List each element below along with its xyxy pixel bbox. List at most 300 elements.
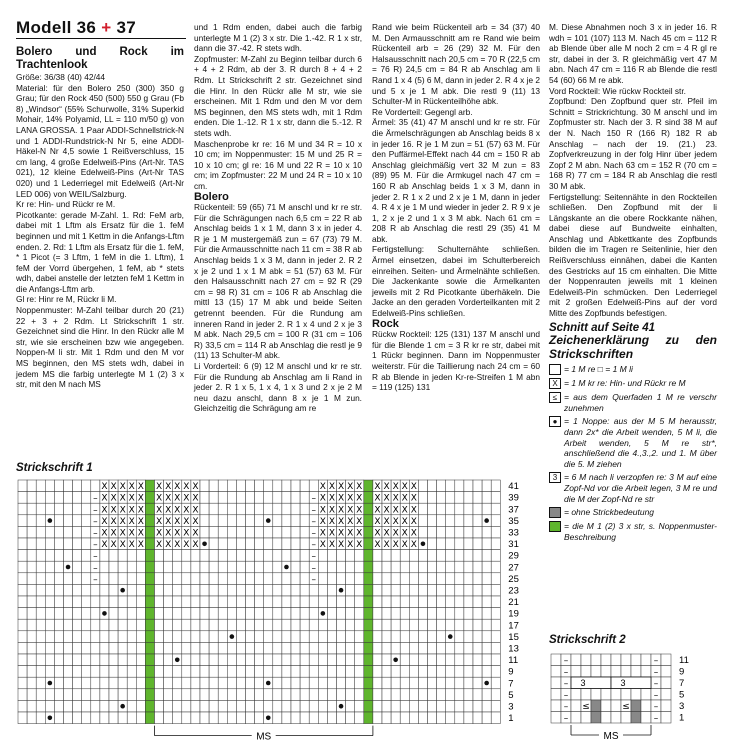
chart-cell — [173, 642, 182, 654]
chart-cell — [54, 608, 63, 620]
chart-cell — [246, 503, 255, 515]
row-number-label: 35 — [508, 515, 519, 527]
chart-cell — [373, 584, 382, 596]
purl-mark: – — [311, 528, 316, 539]
chart-cell — [200, 550, 209, 562]
chart-cell — [200, 561, 209, 573]
chart-cell — [54, 712, 63, 724]
chart-cell — [318, 700, 327, 712]
chart-cell — [318, 550, 327, 562]
chart-cell — [236, 526, 245, 538]
chart-cell — [291, 584, 300, 596]
chart-cell — [100, 666, 109, 678]
chart-cell — [473, 503, 482, 515]
chart-cell — [473, 538, 482, 550]
chart-cell — [282, 584, 291, 596]
chart-cell — [73, 480, 82, 492]
chart-cell — [473, 584, 482, 596]
chart-cell — [364, 712, 373, 724]
legend-symbol-icon — [549, 521, 561, 532]
chart-cell — [464, 700, 473, 712]
chart-cell — [282, 677, 291, 689]
chart-cell — [18, 677, 27, 689]
chart-cell — [109, 631, 118, 643]
chart-cell — [428, 677, 437, 689]
bobble-mark — [393, 658, 398, 663]
chart-cell — [455, 642, 464, 654]
chart-cell — [364, 619, 373, 631]
knit-tbl-mark: X — [137, 505, 144, 516]
chart-cell — [145, 712, 154, 724]
chart-cell — [91, 700, 100, 712]
knit-tbl-mark: X — [392, 528, 399, 539]
chart-cell — [373, 619, 382, 631]
chart-cell — [482, 700, 491, 712]
chart-cell — [300, 503, 309, 515]
chart-cell — [418, 608, 427, 620]
bobble-mark — [48, 681, 53, 686]
row-number-label: 1 — [679, 712, 685, 724]
chart-cell — [164, 677, 173, 689]
row-number-label: 9 — [508, 666, 514, 678]
chart-cell — [191, 550, 200, 562]
chart-cell — [418, 700, 427, 712]
chart-cell — [54, 677, 63, 689]
chart-cell — [337, 712, 346, 724]
chart-cell — [255, 642, 264, 654]
chart-cell — [551, 666, 561, 678]
chart-cell — [82, 631, 91, 643]
chart-cell — [191, 642, 200, 654]
chart-cell — [661, 712, 671, 724]
chart-cell — [155, 666, 164, 678]
chart-cell — [227, 666, 236, 678]
chart-cell — [346, 561, 355, 573]
cable-symbol-icon — [571, 677, 611, 689]
chart-cell — [227, 712, 236, 724]
chart-cell — [54, 526, 63, 538]
chart-cell — [418, 712, 427, 724]
chart-cell — [300, 480, 309, 492]
chart-cell — [64, 666, 73, 678]
chart-cell — [209, 666, 218, 678]
chart-cell — [255, 689, 264, 701]
chart-cell — [391, 584, 400, 596]
knit-tbl-mark: X — [374, 516, 381, 527]
knit-tbl-mark: X — [401, 493, 408, 504]
chart-cell — [551, 712, 561, 724]
chart-cell — [164, 642, 173, 654]
chart-cell — [27, 573, 36, 585]
chart-cell — [601, 700, 611, 712]
purl-mark: – — [653, 713, 659, 724]
chart-cell — [54, 573, 63, 585]
knit-tbl-mark: X — [347, 505, 354, 516]
chart-cell — [273, 584, 282, 596]
chart-cell — [300, 642, 309, 654]
chart-cell — [455, 677, 464, 689]
chart-cell — [382, 654, 391, 666]
chart-cell — [273, 596, 282, 608]
chart-cell — [45, 631, 54, 643]
chart-cell — [45, 550, 54, 562]
chart-cell — [291, 492, 300, 504]
chart-cell — [309, 689, 318, 701]
chart-cell — [327, 654, 336, 666]
chart-cell — [400, 561, 409, 573]
chart-cell — [611, 700, 621, 712]
chart-cell — [218, 666, 227, 678]
chart-cell — [641, 689, 651, 701]
chart-cell — [437, 561, 446, 573]
chart-cell — [100, 642, 109, 654]
chart-cell — [491, 538, 500, 550]
chart-cell — [236, 596, 245, 608]
chart-cell — [100, 561, 109, 573]
rueckw-rockteil-text: Rückw Rockteil: 125 (131) 137 M anschl und für die Blende 1 cm = 3 R kr re str, dabei mit 1 Rückr beginnen. Dann im Noppenmuster weiterstr. Für die Taillierung nach 24 cm = 60 R ab Blende in jeden Kr-re-Streifen 1 M abn = 119 (125) 131 — [372, 329, 540, 393]
chart-cell — [282, 526, 291, 538]
chart-cell — [491, 700, 500, 712]
chart-cell — [409, 573, 418, 585]
chart-cell — [446, 561, 455, 573]
chart-cell — [118, 573, 127, 585]
chart-cell — [621, 689, 631, 701]
chart-cell — [482, 619, 491, 631]
chart-cell — [200, 584, 209, 596]
purl-mark: – — [653, 690, 659, 701]
chart-cell — [136, 642, 145, 654]
chart-cell — [491, 561, 500, 573]
chart-cell — [264, 538, 273, 550]
chart-cell — [418, 631, 427, 643]
chart-cell — [300, 677, 309, 689]
bobble-mark — [484, 681, 489, 686]
chart-cell — [136, 677, 145, 689]
chart-cell — [327, 561, 336, 573]
purl-mark: – — [311, 551, 316, 562]
chart-cell — [155, 700, 164, 712]
chart-cell — [45, 526, 54, 538]
chart-cell — [18, 573, 27, 585]
chart-cell — [182, 619, 191, 631]
chart-cell — [82, 515, 91, 527]
chart-cell — [255, 619, 264, 631]
chart-cell — [437, 666, 446, 678]
knit-tbl-mark: X — [128, 505, 135, 516]
chart-cell — [409, 596, 418, 608]
knit-tbl-mark: X — [337, 540, 345, 551]
chart-cell — [91, 642, 100, 654]
chart-cell — [418, 642, 427, 654]
chart-cell — [327, 666, 336, 678]
chart-cell — [327, 642, 336, 654]
chart-cell — [409, 677, 418, 689]
fertigstellung-bolero-text: Fertigstellung: Schulternähte schließen. Ärmel einsetzen, dabei im Schulterbereich einreihen. Seiten- und Ärmelnähte schließen. Die Jackenkante sowie die Ärmelkanten jeweils mit 2 Rd Picotkante überhäkeln. Die Jacke an den geraden Vorderteilkanten mit 2 Edelweiß-Pins schließen. — [372, 244, 540, 319]
knit-tbl-mark: X — [328, 505, 336, 516]
knit-tbl-mark: X — [401, 505, 408, 516]
knit-tbl-mark: X — [155, 482, 163, 493]
knit-tbl-mark: X — [319, 505, 326, 516]
chart-cell — [337, 550, 346, 562]
chart-cell — [173, 573, 182, 585]
knit-tbl-mark: X — [174, 493, 181, 504]
chart-cell — [191, 677, 200, 689]
chart-cell — [18, 526, 27, 538]
chart-cell — [236, 608, 245, 620]
chart-cell — [64, 550, 73, 562]
chart-cell — [364, 666, 373, 678]
chart-cell — [173, 584, 182, 596]
knit-tbl-mark: X — [337, 528, 345, 539]
chart-cell — [109, 642, 118, 654]
chart-cell — [446, 642, 455, 654]
chart-cell — [64, 492, 73, 504]
chart-cell — [218, 631, 227, 643]
row-number-label: 13 — [508, 643, 519, 655]
chart-cell — [45, 596, 54, 608]
purl-mark: – — [93, 574, 98, 585]
chart-cell — [391, 596, 400, 608]
chart-cell — [428, 631, 437, 643]
chart-cell — [337, 619, 346, 631]
chart-cell — [318, 666, 327, 678]
chart-cell — [346, 596, 355, 608]
knit-tbl-mark: X — [101, 540, 108, 551]
chart-cell — [364, 654, 373, 666]
chart-cell — [100, 550, 109, 562]
chart-cell — [145, 492, 154, 504]
chart-cell — [473, 689, 482, 701]
chart-cell — [173, 550, 182, 562]
chart-cell — [300, 573, 309, 585]
chart-cell — [246, 480, 255, 492]
chart-cell — [200, 503, 209, 515]
chart-cell — [109, 677, 118, 689]
chart-cell — [64, 642, 73, 654]
chart-cell — [318, 596, 327, 608]
chart-cell — [118, 642, 127, 654]
chart-cell — [364, 538, 373, 550]
chart-cell — [209, 712, 218, 724]
fertigstellung-rock-text: Fertigstellung: Seitennähte in den Rockteilen schließen. Den Zopfbund mit der li Längskante an die obere Rockkante nähen, dabei diese auf Bundweite einhalten, Anschlag und Abkettkante des Zopfbunds bilden die im Tragen re Seitenlinie, hier den Reißverschluss einnähen, dabei die Kanten des Gestricks auf 15 cm einhalten. Die Mitte der Noppenrauten jeweils mit 1 kleinen Edelweiß-Pin schmücken. Den Lederriegel mit 2 großen Edelweiß-Pins auf der vord Mitte des Zopfbunds befestigen. — [549, 191, 717, 319]
chart-cell — [282, 550, 291, 562]
purl-mark: – — [563, 679, 569, 689]
chart-cell — [428, 492, 437, 504]
chart-cell — [473, 526, 482, 538]
legend-symbol-icon — [549, 364, 561, 375]
chart-cell — [255, 515, 264, 527]
chart-cell — [273, 700, 282, 712]
chart-cell — [601, 654, 611, 666]
chart-cell — [382, 608, 391, 620]
chart-cell — [127, 619, 136, 631]
chart-cell — [218, 584, 227, 596]
chart-cell — [591, 654, 601, 666]
increase-mark: ≤ — [582, 702, 590, 712]
chart-cell — [428, 712, 437, 724]
chart-cell — [45, 561, 54, 573]
chart-cell — [209, 561, 218, 573]
chart-cell — [446, 480, 455, 492]
knit-tbl-mark: X — [101, 505, 108, 516]
chart-cell — [54, 515, 63, 527]
chart-cell — [27, 608, 36, 620]
chart-cell — [364, 642, 373, 654]
knit-tbl-mark: X — [174, 482, 181, 493]
chart-cell — [418, 561, 427, 573]
chart-cell — [227, 573, 236, 585]
chart-cell — [337, 642, 346, 654]
chart-cell — [18, 480, 27, 492]
chart-cell — [18, 503, 27, 515]
knit-tbl-mark: X — [119, 528, 126, 539]
chart-cell — [64, 596, 73, 608]
chart-cell — [145, 515, 154, 527]
page-title: Modell 36 + 37 — [16, 18, 136, 37]
purl-mark: – — [311, 540, 316, 551]
purl-mark: – — [563, 667, 569, 678]
chart-cell — [155, 596, 164, 608]
chart-cell — [209, 480, 218, 492]
chart-cell — [428, 642, 437, 654]
purl-mark: – — [311, 574, 316, 585]
knit-tbl-mark: X — [128, 516, 135, 527]
chart-cell — [36, 666, 45, 678]
chart-cell — [264, 666, 273, 678]
chart-cell — [601, 712, 611, 724]
chart-cell — [473, 677, 482, 689]
chart-cell — [164, 654, 173, 666]
chart-cell — [109, 712, 118, 724]
chart-cell — [409, 642, 418, 654]
chart-cell — [428, 700, 437, 712]
chart-cell — [482, 561, 491, 573]
chart-cell — [382, 584, 391, 596]
chart-cell — [236, 654, 245, 666]
chart-cell — [437, 700, 446, 712]
row-number-label: 41 — [508, 481, 519, 493]
chart-cell — [300, 538, 309, 550]
chart-cell — [200, 515, 209, 527]
chart-cell — [373, 631, 382, 643]
re-vorderteil-text: Re Vorderteil: Gegengl arb. — [372, 106, 473, 117]
chart-cell — [127, 608, 136, 620]
chart-cell — [82, 619, 91, 631]
chart-cell — [73, 666, 82, 678]
chart-cell — [109, 584, 118, 596]
chart-cell — [473, 608, 482, 620]
chart-cell — [418, 689, 427, 701]
chart-cell — [346, 642, 355, 654]
chart-cell — [264, 631, 273, 643]
chart-cell — [282, 631, 291, 643]
chart-cell — [209, 526, 218, 538]
knit-tbl-mark: X — [137, 540, 144, 551]
chart-cell — [91, 619, 100, 631]
chart-cell — [64, 480, 73, 492]
chart-cell — [218, 538, 227, 550]
chart-cell — [581, 666, 591, 678]
row-number-label: 21 — [508, 597, 519, 609]
chart-cell — [327, 700, 336, 712]
chart-cell — [631, 666, 641, 678]
chart-cell — [136, 712, 145, 724]
chart-cell — [173, 712, 182, 724]
chart-cell — [291, 515, 300, 527]
chart-cell — [611, 666, 621, 678]
chart-cell — [82, 654, 91, 666]
chart-cell — [236, 642, 245, 654]
knit-tbl-mark: X — [110, 516, 117, 527]
chart-cell — [318, 677, 327, 689]
knit-tbl-mark: X — [410, 516, 417, 527]
chart-cell — [346, 550, 355, 562]
chart-cell — [473, 515, 482, 527]
chart-cell — [27, 584, 36, 596]
chart-cell — [54, 503, 63, 515]
chart-cell — [209, 654, 218, 666]
chart-cell — [18, 712, 27, 724]
row-number-label: 25 — [508, 573, 519, 585]
chart-cell — [464, 584, 473, 596]
chart-cell — [173, 619, 182, 631]
chart-cell — [200, 631, 209, 643]
chart-cell — [264, 608, 273, 620]
chart-cell — [446, 492, 455, 504]
chart-cell — [27, 550, 36, 562]
chart-cell — [127, 573, 136, 585]
chart-cell — [246, 550, 255, 562]
chart-cell — [641, 712, 651, 724]
chart-cell — [428, 550, 437, 562]
chart-cell — [464, 515, 473, 527]
chart-cell — [18, 631, 27, 643]
chart-cell — [54, 480, 63, 492]
chart-cell — [446, 689, 455, 701]
chart-cell — [418, 503, 427, 515]
chart-cell — [236, 677, 245, 689]
chart-cell — [73, 712, 82, 724]
chart-cell — [282, 503, 291, 515]
chart-cell — [82, 712, 91, 724]
chart-cell — [391, 642, 400, 654]
row-number-label: 3 — [679, 701, 685, 712]
knit-tbl-mark: X — [165, 528, 172, 539]
ms-label: MS — [603, 731, 619, 742]
chart-cell — [227, 619, 236, 631]
knit-tbl-mark: X — [110, 482, 117, 493]
chart-cell — [373, 608, 382, 620]
chart-cell — [282, 666, 291, 678]
chart-cell — [191, 689, 200, 701]
chart-cell — [364, 503, 373, 515]
chart-cell — [273, 561, 282, 573]
chart-cell — [118, 677, 127, 689]
krre-text: Kr re: Hin- und Rückr re M. — [16, 199, 116, 210]
knit-tbl-mark: X — [319, 516, 326, 527]
chart-cell — [73, 584, 82, 596]
chart-cell — [355, 584, 364, 596]
chart-cell — [291, 666, 300, 678]
chart-cell — [641, 666, 651, 678]
chart-cell — [255, 631, 264, 643]
purl-mark: – — [93, 505, 98, 516]
chart-cell — [109, 666, 118, 678]
chart-cell — [446, 515, 455, 527]
chart-cell — [400, 666, 409, 678]
chart-cell — [400, 689, 409, 701]
chart-cell — [418, 573, 427, 585]
